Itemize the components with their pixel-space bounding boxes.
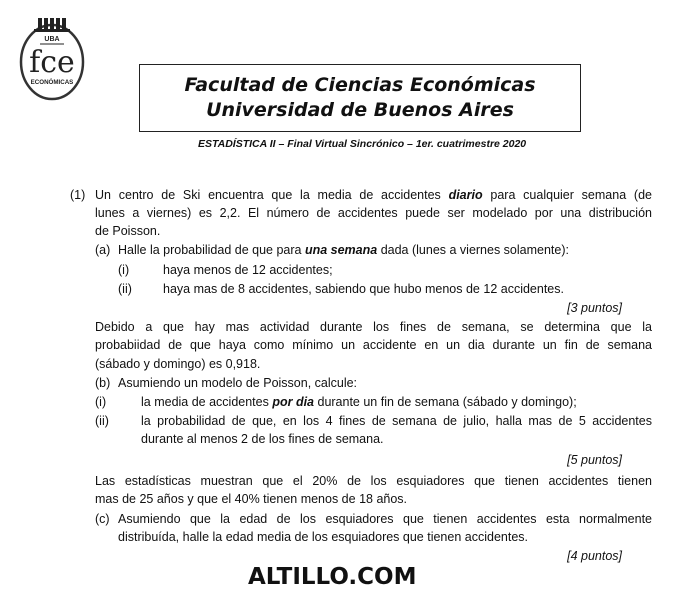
part-a-ii-label: (ii) xyxy=(118,282,132,296)
mid-line-1: Debido a que hay mas actividad durante los fines de semana, se determina que la xyxy=(95,320,652,334)
part-a-label: (a) xyxy=(95,243,111,257)
part-a-text: Halle la probabilidad de que para una semana dada (lunes a viernes solamente): xyxy=(118,243,569,257)
mid-line-3: (sábado y domingo) es 0,918. xyxy=(95,357,261,371)
part-c-text-2: distribuída, halle la edad media de los esquiadores que tienen accidentes. xyxy=(118,530,528,544)
part-b-ii-text-1: la probabilidad de que, en los 4 fines de semana de julio, halla mas de 5 accidentes xyxy=(141,414,652,428)
exam-subtitle: ESTADÍSTICA II – Final Virtual Sincrónico – 1er. cuatrimestre 2020 xyxy=(198,138,527,150)
part-a-i-text: haya menos de 12 accidentes; xyxy=(163,263,333,277)
header-university: Universidad de Buenos Aires xyxy=(206,99,514,121)
part-a-ii-text: haya mas de 8 accidentes, sabiendo que hubo menos de 12 accidentes. xyxy=(163,282,564,296)
intro-line-3: de Poisson. xyxy=(95,224,161,238)
part-b-i-text: la media de accidentes por dia durante un fin de semana (sábado y domingo); xyxy=(141,395,577,409)
part-c-label: (c) xyxy=(95,512,110,526)
part-b-points: [5 puntos] xyxy=(567,453,622,467)
logo-columns-icon xyxy=(34,18,70,32)
part-a-points: [3 puntos] xyxy=(567,301,622,315)
mid-line-2: probabiidad de que haya como mínimo un accidente en un dia durante un fin de semana xyxy=(95,338,652,352)
altillo-brand: ALTILLO.COM xyxy=(248,564,417,590)
part-b-ii-text-2: durante al menos 2 de los fines de semana. xyxy=(141,432,384,446)
part-b-i-label: (i) xyxy=(95,395,107,409)
fce-logo xyxy=(18,14,86,102)
part-b-label: (b) xyxy=(95,376,111,390)
logo-top-label: UBA xyxy=(44,36,60,43)
part-a-i-label: (i) xyxy=(118,263,130,277)
logo-letters: fce xyxy=(29,45,75,80)
part-c-points: [4 puntos] xyxy=(567,549,622,563)
intro-line-2: lunes a viernes) es 2,2. El número de accidentes puede ser modelado por una distribución xyxy=(95,206,652,220)
header-faculty: Facultad de Ciencias Económicas xyxy=(184,74,536,96)
part-b-text: Asumiendo un modelo de Poisson, calcule: xyxy=(118,376,358,390)
header-box xyxy=(139,64,581,132)
stats-line-2: mas de 25 años y que el 40% tienen menos de 18 años. xyxy=(95,492,408,506)
stats-line-1: Las estadísticas muestran que el 20% de los esquiadores que tienen accidentes tienen xyxy=(95,474,652,488)
emphasis-una-semana: una semana xyxy=(304,243,378,257)
logo-bottom-label: ECONÓMICAS xyxy=(30,79,74,86)
emphasis-diario: diario xyxy=(448,188,483,202)
part-b-ii-label: (ii) xyxy=(95,414,109,428)
problem-number: (1) xyxy=(70,188,86,202)
emphasis-por-dia: por dia xyxy=(272,395,315,409)
intro-line-1: Un centro de Ski encuentra que la media de accidentes diario para cualquier semana (de xyxy=(95,188,652,202)
part-c-text-1: Asumiendo que la edad de los esquiadores que tienen accidentes esta normalmente xyxy=(118,512,652,526)
